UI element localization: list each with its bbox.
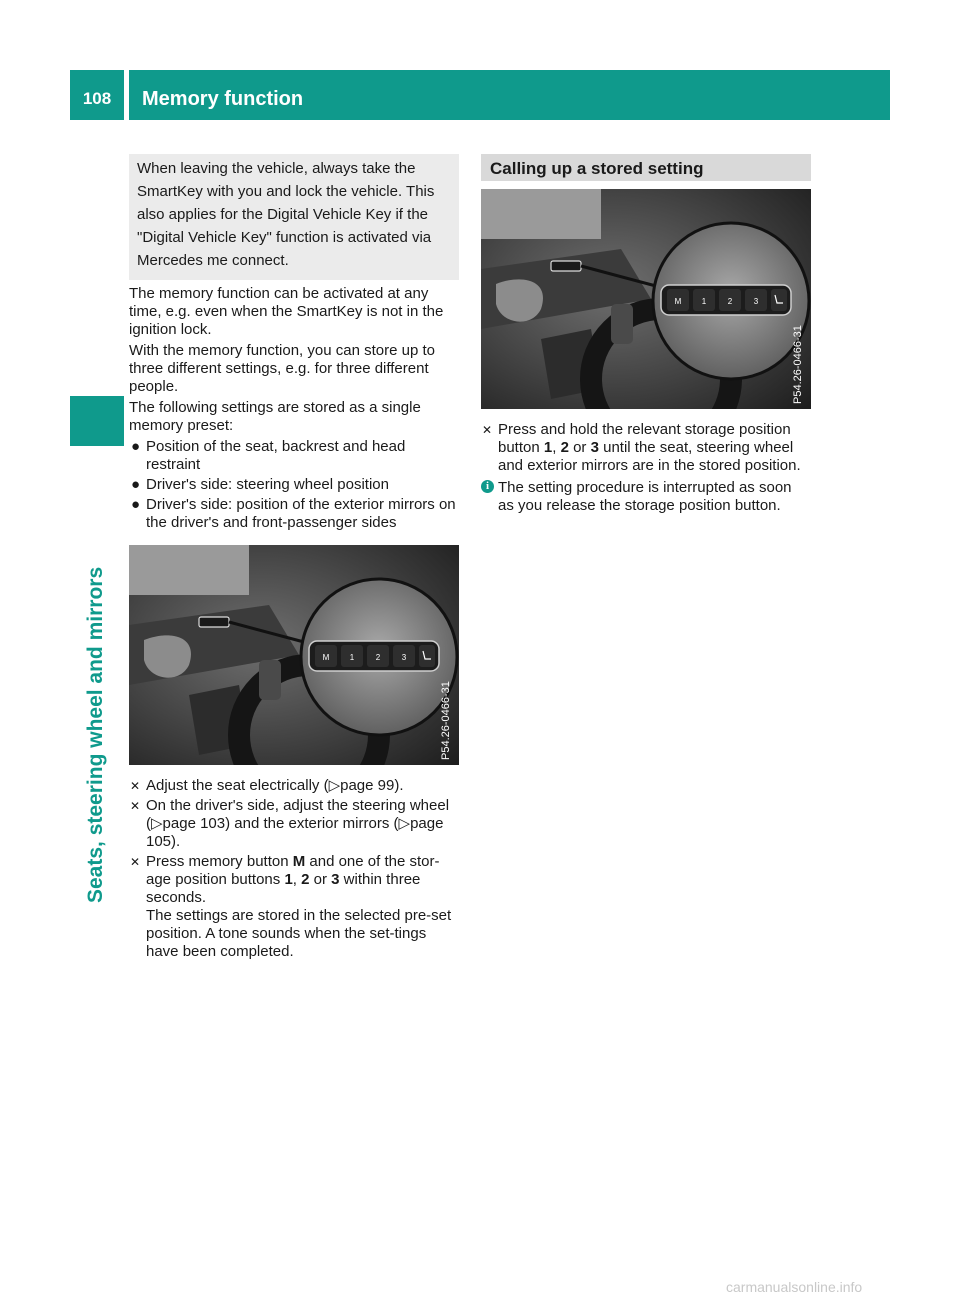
step-result: The settings are stored in the selected pre-set position. A tone sounds when the set-tings have been completed. bbox=[146, 907, 452, 960]
memory-m-button-label: M bbox=[322, 653, 330, 662]
right-column bbox=[481, 154, 811, 515]
memory-1-button-label: 1 bbox=[701, 297, 707, 306]
car-door-illustration bbox=[129, 545, 459, 765]
page-ref-arrow-icon: ▷ bbox=[151, 815, 163, 832]
list-item: ● Position of the seat, backrest and head restraint bbox=[131, 438, 406, 473]
paragraph: The following settings are stored as a single memory preset: bbox=[129, 399, 421, 434]
instruction-step: ✕ Adjust the seat electrically (▷page 99). bbox=[130, 777, 404, 794]
figure-code: P54.26-0466-31 bbox=[792, 325, 804, 404]
memory-buttons-figure bbox=[129, 545, 459, 765]
info-icon: i bbox=[481, 480, 494, 493]
instruction-step: ✕ Press memory button M and one of the stor-age position buttons 1, 2 or 3 within three seconds. The settings are stored in the selected pre-set position. A tone sounds when the set-tings have been completed. bbox=[130, 853, 452, 960]
car-door-illustration bbox=[481, 189, 811, 409]
instruction-step: ✕ Press and hold the relevant storage position button 1, 2 or 3 until the seat, steering wheel and exterior mirrors are in the stored position. bbox=[482, 421, 801, 474]
memory-3-button-label: 3 bbox=[753, 297, 759, 306]
instruction-step: ✕ On the driver's side, adjust the steering wheel (▷page 103) and the exterior mirrors (▷page 105). bbox=[130, 797, 450, 850]
side-tab-block bbox=[70, 396, 124, 446]
bullet-icon: ● bbox=[131, 496, 141, 513]
side-tab-label: Seats, steering wheel and mirrors bbox=[84, 566, 107, 903]
step-x-icon: ✕ bbox=[482, 423, 493, 437]
memory-buttons-figure bbox=[481, 189, 811, 409]
section-heading: Calling up a stored setting bbox=[481, 154, 811, 181]
left-column bbox=[129, 154, 459, 963]
page-ref-link[interactable]: page 105 bbox=[146, 815, 444, 850]
paragraph: The memory function can be activated at any time, e.g. even when the SmartKey is not in the ignition lock. bbox=[129, 285, 444, 338]
memory-3-button-label: 3 bbox=[401, 653, 407, 662]
watermark: carmanualsonline.info bbox=[726, 1279, 863, 1295]
page-ref-arrow-icon: ▷ bbox=[398, 815, 411, 832]
list-item: ● Driver's side: steering wheel position bbox=[131, 476, 389, 493]
warning-note: When leaving the vehicle, always take the SmartKey with you and lock the vehicle. This also applies for the Digital Vehicle Key if the "Digital Vehicle Key" function is activated via Mercedes me connect. bbox=[129, 154, 459, 280]
bullet-icon: ● bbox=[131, 438, 141, 455]
figure-code: P54.26-0466-31 bbox=[440, 681, 452, 760]
paragraph: With the memory function, you can store up to three different settings, e.g. for three different people. bbox=[129, 342, 435, 395]
step-x-icon: ✕ bbox=[130, 855, 141, 869]
info-note: i The setting procedure is interrupted as soon as you release the storage position button. bbox=[481, 479, 811, 515]
memory-m-button-label: M bbox=[674, 297, 682, 306]
page-ref-link[interactable]: page 99 bbox=[340, 777, 395, 794]
page-title: Memory function bbox=[129, 70, 890, 120]
page-number: 108 bbox=[70, 70, 124, 120]
list-item: ● Driver's side: position of the exterior mirrors on the driver's and front-passenger sides bbox=[131, 496, 456, 531]
step-x-icon: ✕ bbox=[130, 799, 141, 813]
memory-2-button-label: 2 bbox=[727, 297, 733, 306]
memory-2-button-label: 2 bbox=[375, 653, 381, 662]
memory-1-button-label: 1 bbox=[349, 653, 355, 662]
step-x-icon: ✕ bbox=[130, 779, 141, 793]
bullet-icon: ● bbox=[131, 476, 141, 493]
page-ref-arrow-icon: ▷ bbox=[328, 777, 341, 794]
page-ref-link[interactable]: page 103 bbox=[162, 815, 226, 832]
